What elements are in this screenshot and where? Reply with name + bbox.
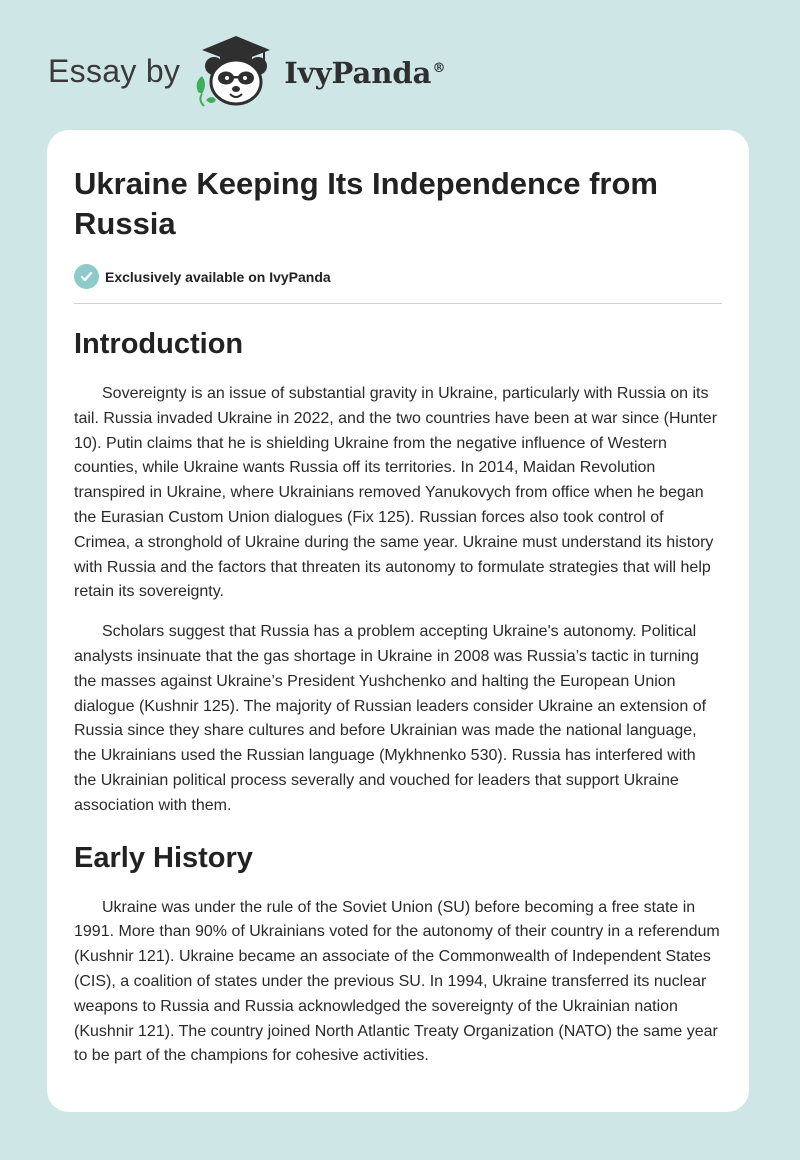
registered-mark: ® (432, 61, 446, 77)
exclusive-badge (74, 264, 722, 289)
section-heading: Introduction (74, 328, 244, 360)
essay-by-label: Essay by (48, 52, 181, 89)
paragraph: Sovereignty is an issue of substantial gravity in Ukraine, particularly with Russia on its tail. Russia invaded Ukraine in 2022, and the two countries have been at war since (Hunter 10). Putin claims that he is shielding Ukraine from the negative influence of Western counties, while Ukraine wants Russia off its territories. In 2014, Maidan Revolution transpired in Ukraine, where Ukrainians removed Yanukovych from office when he began the Eurasian Custom Union dialogues (Fix 125). Russian forces also took control of Crimea, a stronghold of Ukraine during the same year. Ukraine must understand its history with Russia and the factors that threaten its autonomy to formulate strategies that will help retain its sovereignty. (74, 385, 718, 601)
site-header (48, 30, 445, 110)
paragraph: Ukraine was under the rule of the Soviet Union (SU) before becoming a free state in 1991. More than 90% of Ukrainians voted for the autonomy of their country in a referendum (Kushnir 121). Ukraine became an associate of the Commonwealth of Independent States (CIS), a coalition of states under the previous SU. In 1994, Ukraine transferred its nuclear weapons to Russia and Russia acknowledged the sovereignty of the Ukrainian nation (Kushnir 121). The country joined North Atlantic Treaty Organization (NATO) the same year to be part of the champions for cohesive activities. (74, 898, 720, 1065)
essay-card (47, 130, 749, 1112)
panda-logo-icon[interactable] (192, 30, 280, 110)
section-early-history (74, 840, 722, 1070)
check-icon (74, 264, 99, 289)
section-heading: Early History (74, 841, 253, 874)
paragraph: Scholars suggest that Russia has a problem accepting Ukraine's autonomy. Political analysts insinuate that the gas shortage in Ukraine in 2008 was Russia’s tactic in turning the masses against Ukraine’s President Yushchenko and halting the European Union dialogue (Kushnir 125). The majority of Russian leaders consider Ukraine an extension of Russia since they share cultures and before Ukrainian was made the national language, the Ukrainians used the Russian language (Mykhnenko 530). Russia has interfered with the Ukrainian political process severally and vouched for leaders that support Ukraine association with them. (74, 623, 707, 814)
brand-name[interactable]: IvyPanda® (284, 56, 446, 90)
title-divider (74, 303, 722, 304)
essay-title: Ukraine Keeping Its Independence from Russia (74, 166, 658, 241)
section-introduction (74, 326, 722, 819)
exclusive-badge-text: Exclusively available on IvyPanda (105, 268, 331, 285)
